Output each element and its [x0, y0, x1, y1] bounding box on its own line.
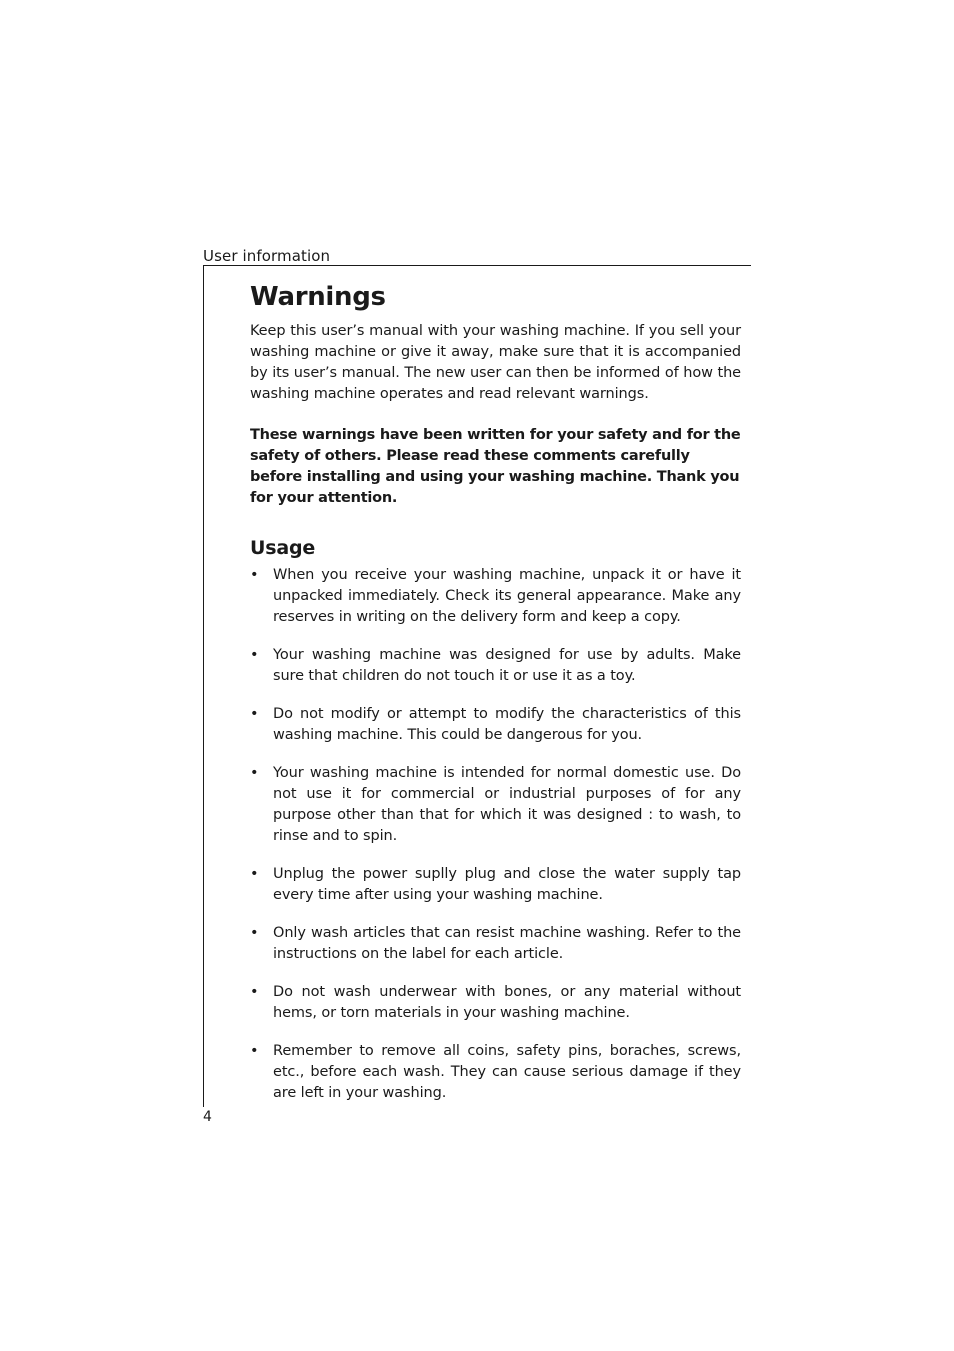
list-item-text: Only wash articles that can resist machine washing. Refer to the instructions on the label for each article.	[273, 925, 741, 962]
page-number: 4	[203, 1109, 212, 1125]
margin-rule	[203, 265, 204, 1107]
intro-paragraph: Keep this user’s manual with your washing machine. If you sell your washing machine or give it away, make sure that it is accompanied by its user’s manual. The new user can then be informed of how the washing machine operates and read relevant warnings.	[250, 323, 741, 402]
header-rule	[203, 265, 751, 266]
usage-list	[250, 565, 741, 1104]
list-item	[250, 565, 741, 628]
list-item	[250, 864, 741, 906]
bullet-icon: •	[250, 567, 259, 583]
bullet-icon: •	[250, 866, 259, 882]
list-item-text: Unplug the power suplly plug and close the water supply tap every time after using your washing machine.	[273, 866, 741, 903]
list-item	[250, 645, 741, 687]
list-item	[250, 982, 741, 1024]
page-title: Warnings	[250, 282, 386, 312]
section-label: User information	[203, 247, 331, 265]
bullet-icon: •	[250, 925, 259, 941]
list-item-text: Do not wash underwear with bones, or any material without hems, or torn materials in your washing machine.	[273, 984, 741, 1021]
bullet-icon: •	[250, 706, 259, 722]
page-content	[250, 278, 741, 1121]
bullet-icon: •	[250, 765, 259, 781]
bullet-icon: •	[250, 984, 259, 1000]
list-item-text: Remember to remove all coins, safety pins, boraches, screws, etc., before each wash. They can cause serious damage if they are left in your washing.	[273, 1043, 741, 1101]
bullet-icon: •	[250, 647, 259, 663]
list-item-text: Do not modify or attempt to modify the characteristics of this washing machine. This could be dangerous for you.	[273, 706, 741, 743]
list-item	[250, 704, 741, 746]
list-item	[250, 763, 741, 847]
safety-note: These warnings have been written for your safety and for the safety of others. Please read these comments carefully before installing and using your washing machine. Thank you for your attention.	[250, 427, 741, 506]
list-item	[250, 923, 741, 965]
usage-heading: Usage	[250, 537, 316, 559]
list-item-text: When you receive your washing machine, unpack it or have it unpacked immediately. Check its general appearance. Make any reserves in writing on the delivery form and keep a copy.	[273, 567, 741, 625]
list-item-text: Your washing machine was designed for use by adults. Make sure that children do not touch it or use it as a toy.	[273, 647, 741, 684]
list-item	[250, 1041, 741, 1104]
bullet-icon: •	[250, 1043, 259, 1059]
list-item-text: Your washing machine is intended for normal domestic use. Do not use it for commercial or industrial purposes of for any purpose other than that for which it was designed : to wash, to rinse and to spin.	[273, 765, 741, 844]
